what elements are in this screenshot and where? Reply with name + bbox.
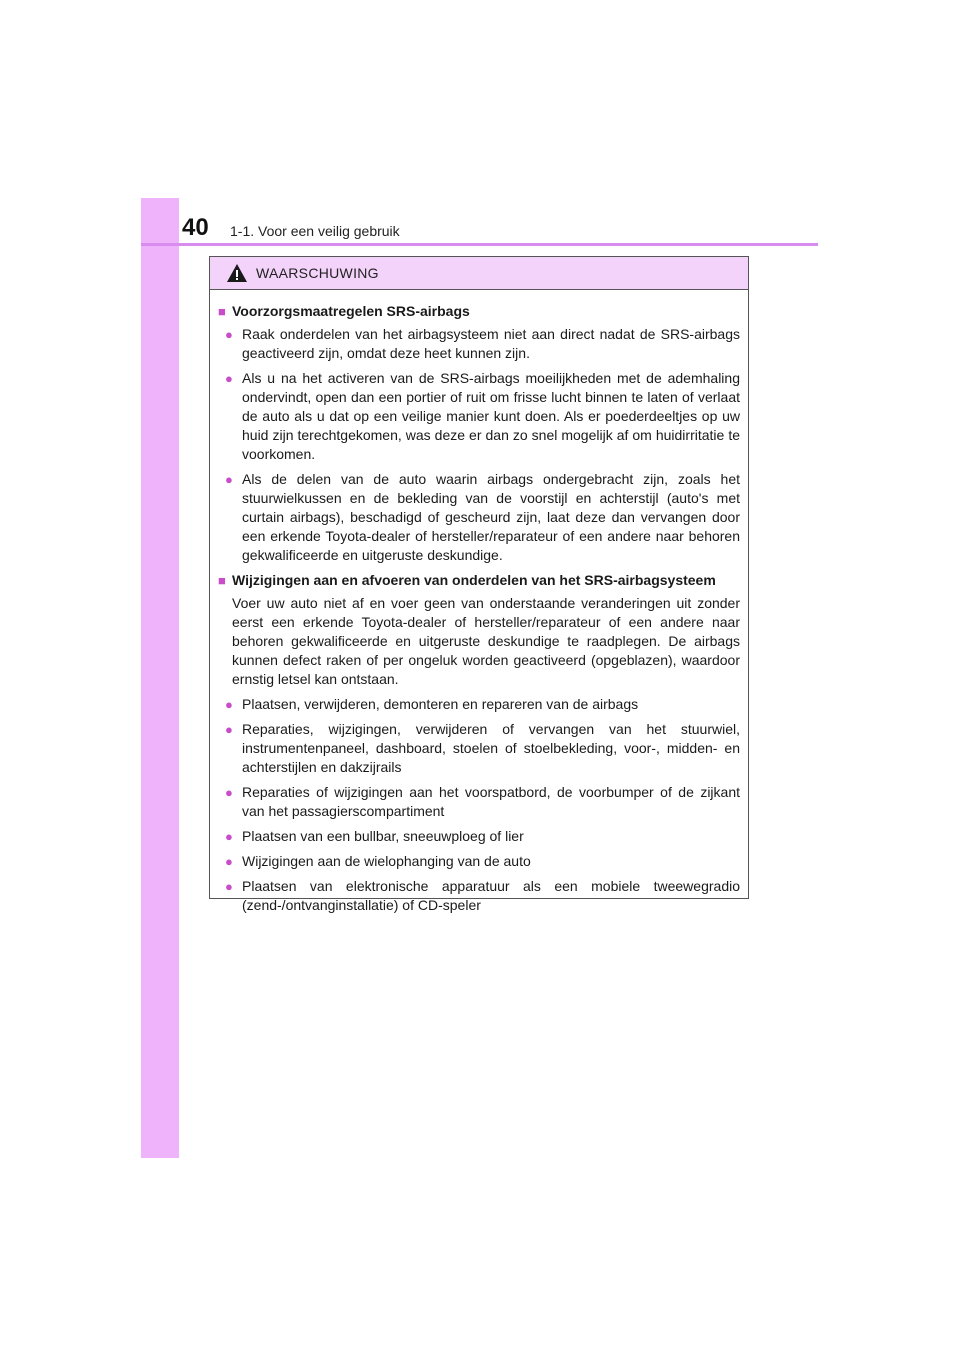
square-bullet-icon: ■ xyxy=(218,304,226,319)
section-paragraph: Voer uw auto niet af en voer geen van onderstaande veranderingen uit zonder eerst een erkende Toyota-dealer of hersteller/reparateur of een andere naar behoren gekwalificeerde en uitgeruste deskundige te raadplegen. De airbags kunnen defect raken of per ongeluk worden geactiveerd (opgeblazen), waardoor ernstig letsel kan ontstaan. xyxy=(232,595,740,687)
bullet-dot-icon: ● xyxy=(225,722,233,737)
list-item: ● Plaatsen, verwijderen, demonteren en repareren van de airbags xyxy=(225,696,639,712)
bullet-dot-icon: ● xyxy=(225,327,233,342)
list-item: ● Reparaties of wijzigingen aan het voorspatbord, de voorbumper of de zijkant van het passagierscompartiment xyxy=(225,784,740,819)
bullet-dot-icon: ● xyxy=(225,472,233,487)
bullet-dot-icon: ● xyxy=(225,697,233,712)
warning-body xyxy=(210,290,748,915)
section-title-modifications: ■ Wijzigingen aan en afvoeren van onderdelen van het SRS-airbagsysteem xyxy=(218,572,716,588)
bullet-dot-icon: ● xyxy=(225,371,233,386)
warning-header xyxy=(210,257,748,290)
list-item: ● Plaatsen van elektronische apparatuur als een mobiele tweewegradio (zend-/ontvanginstallatie) of CD-speler xyxy=(225,878,740,913)
warning-triangle-icon xyxy=(226,263,248,283)
list-item: ● Als u na het activeren van de SRS-airbags moeilijkheden met de ademhaling ondervindt, open dan een portier of ruit om frisse lucht binnen te laten of verlaat de auto als u dat op een veilige manier kunt doen. Als er poederdeeltjes op uw huid zijn terechtgekomen, was deze er dan zo snel mogelijk af om huidirritatie te voorkomen. xyxy=(225,370,740,462)
bullet-dot-icon: ● xyxy=(225,785,233,800)
list-item: ● Raak onderdelen van het airbagsysteem niet aan direct nadat de SRS-airbags geactiveerd zijn, omdat deze heet kunnen zijn. xyxy=(225,326,740,361)
chapter-title: 1-1. Voor een veilig gebruik xyxy=(230,223,400,239)
list-item: ● Plaatsen van een bullbar, sneeuwploeg of lier xyxy=(225,828,524,844)
list-item: ● Als de delen van de auto waarin airbags ondergebracht zijn, zoals het stuurwielkussen en de bekleding van de voorstijl en achterstijl (auto's met curtain airbags), beschadigd of gescheurd zijn, laat deze dan vervangen door een erkende Toyota-dealer of hersteller/reparateur of een andere naar behoren gekwalificeerde en uitgeruste deskundige. xyxy=(225,471,740,563)
square-bullet-icon: ■ xyxy=(218,573,226,588)
list-item: ● Reparaties, wijzigingen, verwijderen of vervangen van het stuurwiel, instrumentenpaneel, dashboard, stoelen of stoelbekleding, voor-, midden- en achterstijlen en dakzijrails xyxy=(225,721,740,775)
warning-box xyxy=(209,256,749,913)
bullet-dot-icon: ● xyxy=(225,854,233,869)
list-item: ● Wijzigingen aan de wielophanging van de auto xyxy=(225,853,531,869)
warning-title: WAARSCHUWING xyxy=(256,265,379,281)
header-rule xyxy=(141,243,818,246)
section-title-airbag-precautions: ■ Voorzorgsmaatregelen SRS-airbags xyxy=(218,303,470,319)
bullet-dot-icon: ● xyxy=(225,829,233,844)
bullet-dot-icon: ● xyxy=(225,879,233,894)
page-number: 40 xyxy=(182,214,209,241)
side-tab-strip xyxy=(141,198,179,1158)
